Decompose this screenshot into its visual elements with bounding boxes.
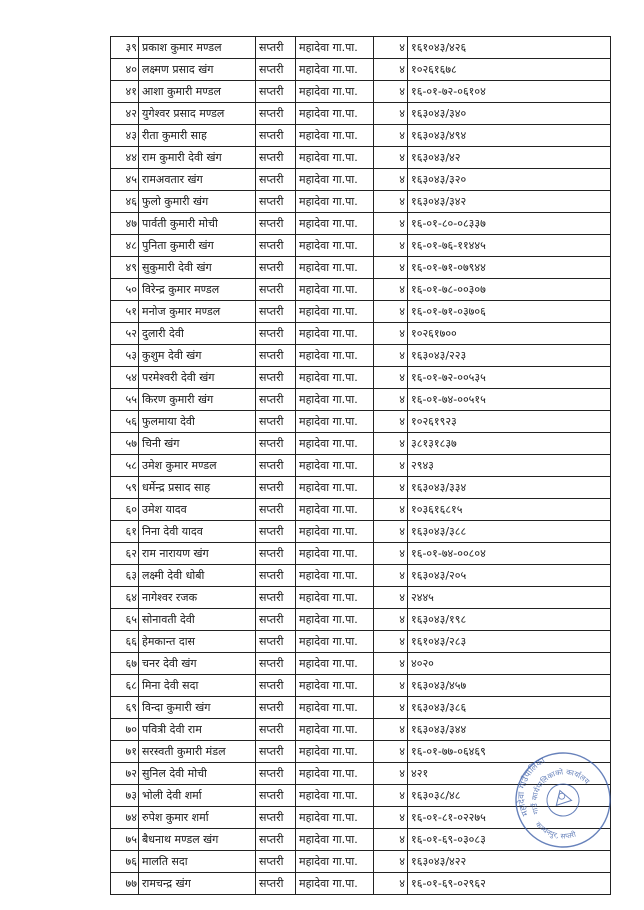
id-number-cell: १६३०४३/२२३ xyxy=(408,345,611,367)
municipality-cell: महादेवा गा.पा. xyxy=(296,807,374,829)
id-number-cell: १६३०४३/४२२ xyxy=(408,851,611,873)
ward-number-cell: ४ xyxy=(374,697,408,719)
name-cell: मालति सदा xyxy=(139,851,256,873)
name-cell: पवित्री देवी राम xyxy=(139,719,256,741)
id-number-cell: १६-०१-८१-०२२७५ xyxy=(408,807,611,829)
municipality-cell: महादेवा गा.पा. xyxy=(296,103,374,125)
ward-number-cell: ४ xyxy=(374,829,408,851)
ward-number-cell: ४ xyxy=(374,851,408,873)
id-number-cell: १६-०१-६९-०२९६२ xyxy=(408,873,611,895)
ward-number-cell: ४ xyxy=(374,763,408,785)
id-number-cell: १६३०४३/३४० xyxy=(408,103,611,125)
municipality-cell: महादेवा गा.पा. xyxy=(296,125,374,147)
ward-number-cell: ४ xyxy=(374,741,408,763)
district-cell: सप्तरी xyxy=(256,873,296,895)
table-row xyxy=(111,499,611,521)
serial-number-cell: ५४ xyxy=(111,367,139,389)
table-row xyxy=(111,653,611,675)
serial-number-cell: ६८ xyxy=(111,675,139,697)
municipality-cell: महादेवा गा.पा. xyxy=(296,873,374,895)
stamp-inner-text: गाउँ कार्यपालिकाको कार्यालय xyxy=(529,767,592,816)
name-cell: चनर देवी खंग xyxy=(139,653,256,675)
municipality-cell: महादेवा गा.पा. xyxy=(296,631,374,653)
ward-number-cell: ४ xyxy=(374,411,408,433)
name-cell: राम नारायण खंग xyxy=(139,543,256,565)
id-number-cell: १६-०१-७२-००५३५ xyxy=(408,367,611,389)
id-number-cell: १६३०४३/३८६ xyxy=(408,697,611,719)
name-cell: विरेन्द्र कुमार मण्डल xyxy=(139,279,256,301)
table-row xyxy=(111,213,611,235)
municipality-cell: महादेवा गा.पा. xyxy=(296,191,374,213)
serial-number-cell: ४३ xyxy=(111,125,139,147)
municipality-cell: महादेवा गा.पा. xyxy=(296,433,374,455)
name-cell: पुनिता कुमारी खंग xyxy=(139,235,256,257)
ward-number-cell: ४ xyxy=(374,389,408,411)
name-cell: नागेश्वर रजक xyxy=(139,587,256,609)
ward-number-cell: ४ xyxy=(374,521,408,543)
district-cell: सप्तरी xyxy=(256,59,296,81)
district-cell: सप्तरी xyxy=(256,257,296,279)
name-cell: धर्मेन्द्र प्रसाद साह xyxy=(139,477,256,499)
id-number-cell: २९४३ xyxy=(408,455,611,477)
district-cell: सप्तरी xyxy=(256,411,296,433)
serial-number-cell: ७१ xyxy=(111,741,139,763)
serial-number-cell: ६६ xyxy=(111,631,139,653)
office-seal-stamp xyxy=(508,745,618,855)
ward-number-cell: ४ xyxy=(374,807,408,829)
serial-number-cell: ५२ xyxy=(111,323,139,345)
stamp-place-text: कञ्चनपुर, सप्तरी xyxy=(533,819,577,841)
id-number-cell: १६३०४३/३२० xyxy=(408,169,611,191)
id-number-cell: १०२६१७०० xyxy=(408,323,611,345)
name-cell: रामअवतार खंग xyxy=(139,169,256,191)
district-cell: सप्तरी xyxy=(256,367,296,389)
id-number-cell: १६३०४३/३४४ xyxy=(408,719,611,741)
district-cell: सप्तरी xyxy=(256,37,296,59)
name-cell: भोली देवी शर्मा xyxy=(139,785,256,807)
id-number-cell: १६३०४३/४५७ xyxy=(408,675,611,697)
municipality-cell: महादेवा गा.पा. xyxy=(296,323,374,345)
ward-number-cell: ४ xyxy=(374,279,408,301)
name-cell: सुकुमारी देवी खंग xyxy=(139,257,256,279)
id-number-cell: १६-०१-७४-००८०४ xyxy=(408,543,611,565)
ward-number-cell: ४ xyxy=(374,367,408,389)
table-row xyxy=(111,609,611,631)
id-number-cell: ४२१ xyxy=(408,763,611,785)
municipality-cell: महादेवा गा.पा. xyxy=(296,213,374,235)
serial-number-cell: ५० xyxy=(111,279,139,301)
municipality-cell: महादेवा गा.पा. xyxy=(296,147,374,169)
name-cell: फुलमाया देवी xyxy=(139,411,256,433)
municipality-cell: महादेवा गा.पा. xyxy=(296,59,374,81)
stamp-outer-text: महादेवा गाउँपालिका xyxy=(516,756,548,818)
municipality-cell: महादेवा गा.पा. xyxy=(296,829,374,851)
district-cell: सप्तरी xyxy=(256,169,296,191)
name-cell: सुनिल देवी मोची xyxy=(139,763,256,785)
name-cell: हेमकान्त दास xyxy=(139,631,256,653)
district-cell: सप्तरी xyxy=(256,389,296,411)
municipality-cell: महादेवा गा.पा. xyxy=(296,675,374,697)
table-row xyxy=(111,477,611,499)
table-row xyxy=(111,697,611,719)
district-cell: सप्तरी xyxy=(256,609,296,631)
table-row xyxy=(111,389,611,411)
id-number-cell: १६१०४३/४२६ xyxy=(408,37,611,59)
ward-number-cell: ४ xyxy=(374,301,408,323)
id-number-cell: १०२६१६७८ xyxy=(408,59,611,81)
district-cell: सप्तरी xyxy=(256,213,296,235)
ward-number-cell: ४ xyxy=(374,675,408,697)
district-cell: सप्तरी xyxy=(256,455,296,477)
municipality-cell: महादेवा गा.पा. xyxy=(296,543,374,565)
district-cell: सप्तरी xyxy=(256,697,296,719)
district-cell: सप्तरी xyxy=(256,103,296,125)
table-row xyxy=(111,235,611,257)
ward-number-cell: ४ xyxy=(374,213,408,235)
id-number-cell: १६-०१-८०-०८३३७ xyxy=(408,213,611,235)
serial-number-cell: ५८ xyxy=(111,455,139,477)
district-cell: सप्तरी xyxy=(256,235,296,257)
district-cell: सप्तरी xyxy=(256,763,296,785)
id-number-cell: १०३६१६८१५ xyxy=(408,499,611,521)
table-row xyxy=(111,543,611,565)
table-row xyxy=(111,191,611,213)
district-cell: सप्तरी xyxy=(256,785,296,807)
district-cell: सप्तरी xyxy=(256,543,296,565)
serial-number-cell: ३९ xyxy=(111,37,139,59)
municipality-cell: महादेवा गा.पा. xyxy=(296,279,374,301)
name-cell: चिनी खंग xyxy=(139,433,256,455)
district-cell: सप्तरी xyxy=(256,653,296,675)
name-cell: सोनावती देवी xyxy=(139,609,256,631)
municipality-cell: महादेवा गा.पा. xyxy=(296,37,374,59)
district-cell: सप्तरी xyxy=(256,521,296,543)
municipality-cell: महादेवा गा.पा. xyxy=(296,763,374,785)
ward-number-cell: ४ xyxy=(374,543,408,565)
id-number-cell: १६३०४३/२०५ xyxy=(408,565,611,587)
ward-number-cell: ४ xyxy=(374,785,408,807)
table-row xyxy=(111,301,611,323)
ward-number-cell: ४ xyxy=(374,257,408,279)
serial-number-cell: ७७ xyxy=(111,873,139,895)
table-row xyxy=(111,81,611,103)
table-row xyxy=(111,147,611,169)
district-cell: सप्तरी xyxy=(256,323,296,345)
table-row xyxy=(111,169,611,191)
district-cell: सप्तरी xyxy=(256,125,296,147)
name-cell: उमेश यादव xyxy=(139,499,256,521)
district-cell: सप्तरी xyxy=(256,829,296,851)
serial-number-cell: ६१ xyxy=(111,521,139,543)
serial-number-cell: ४९ xyxy=(111,257,139,279)
district-cell: सप्तरी xyxy=(256,499,296,521)
name-cell: लक्ष्मण प्रसाद खंग xyxy=(139,59,256,81)
id-number-cell: १६३०४३/४९४ xyxy=(408,125,611,147)
district-cell: सप्तरी xyxy=(256,741,296,763)
municipality-cell: महादेवा गा.पा. xyxy=(296,521,374,543)
id-number-cell: ४०२० xyxy=(408,653,611,675)
serial-number-cell: ६५ xyxy=(111,609,139,631)
id-number-cell: १६३०३८/४८ xyxy=(408,785,611,807)
ward-number-cell: ४ xyxy=(374,455,408,477)
table-row xyxy=(111,257,611,279)
id-number-cell: १६-०१-७४-००५१५ xyxy=(408,389,611,411)
municipality-cell: महादेवा गा.पा. xyxy=(296,169,374,191)
serial-number-cell: ७३ xyxy=(111,785,139,807)
serial-number-cell: ६४ xyxy=(111,587,139,609)
id-number-cell: १०२६१९२३ xyxy=(408,411,611,433)
table-row xyxy=(111,125,611,147)
municipality-cell: महादेवा गा.पा. xyxy=(296,565,374,587)
id-number-cell: १६३०४३/१९८ xyxy=(408,609,611,631)
serial-number-cell: ६० xyxy=(111,499,139,521)
municipality-cell: महादेवा गा.पा. xyxy=(296,235,374,257)
municipality-cell: महादेवा गा.पा. xyxy=(296,477,374,499)
table-row xyxy=(111,37,611,59)
name-cell: परमेश्वरी देवी खंग xyxy=(139,367,256,389)
ward-number-cell: ४ xyxy=(374,191,408,213)
table-row xyxy=(111,631,611,653)
district-cell: सप्तरी xyxy=(256,631,296,653)
name-cell: मिना देवी सदा xyxy=(139,675,256,697)
ward-number-cell: ४ xyxy=(374,631,408,653)
district-cell: सप्तरी xyxy=(256,675,296,697)
id-number-cell: १६३०४३/३४२ xyxy=(408,191,611,213)
serial-number-cell: ७२ xyxy=(111,763,139,785)
id-number-cell: १६-०१-७२-०६१०४ xyxy=(408,81,611,103)
table-row xyxy=(111,873,611,895)
id-number-cell: १६-०१-७८-००३०७ xyxy=(408,279,611,301)
municipality-cell: महादेवा गा.पा. xyxy=(296,455,374,477)
id-number-cell: १६३०४३/३८८ xyxy=(408,521,611,543)
ward-number-cell: ४ xyxy=(374,81,408,103)
table-row xyxy=(111,675,611,697)
id-number-cell: १६१०४३/२८३ xyxy=(408,631,611,653)
name-cell: रीता कुमारी साह xyxy=(139,125,256,147)
district-cell: सप्तरी xyxy=(256,345,296,367)
serial-number-cell: ४२ xyxy=(111,103,139,125)
municipality-cell: महादेवा गा.पा. xyxy=(296,257,374,279)
name-cell: राम कुमारी देवी खंग xyxy=(139,147,256,169)
ward-number-cell: ४ xyxy=(374,565,408,587)
name-cell: बैधनाथ मण्डल खंग xyxy=(139,829,256,851)
serial-number-cell: ५१ xyxy=(111,301,139,323)
name-cell: कुशुम देवी खंग xyxy=(139,345,256,367)
name-cell: युगेश्वर प्रसाद मण्डल xyxy=(139,103,256,125)
name-cell: पार्वती कुमारी मोची xyxy=(139,213,256,235)
serial-number-cell: ४५ xyxy=(111,169,139,191)
serial-number-cell: ६३ xyxy=(111,565,139,587)
serial-number-cell: ७५ xyxy=(111,829,139,851)
serial-number-cell: ६९ xyxy=(111,697,139,719)
municipality-cell: महादेवा गा.पा. xyxy=(296,719,374,741)
table-row xyxy=(111,323,611,345)
id-number-cell: १६-०१-६९-०३०८३ xyxy=(408,829,611,851)
name-cell: मनोज कुमार मण्डल xyxy=(139,301,256,323)
table-row xyxy=(111,587,611,609)
ward-number-cell: ४ xyxy=(374,59,408,81)
id-number-cell: २४४५ xyxy=(408,587,611,609)
district-cell: सप्तरी xyxy=(256,719,296,741)
serial-number-cell: ५९ xyxy=(111,477,139,499)
district-cell: सप्तरी xyxy=(256,565,296,587)
table-row xyxy=(111,521,611,543)
id-number-cell: १६-०१-७६-११४४५ xyxy=(408,235,611,257)
municipality-cell: महादेवा गा.पा. xyxy=(296,411,374,433)
table-row xyxy=(111,367,611,389)
serial-number-cell: ४८ xyxy=(111,235,139,257)
district-cell: सप्तरी xyxy=(256,587,296,609)
id-number-cell: १६-०१-७७-०६४६९ xyxy=(408,741,611,763)
serial-number-cell: ६२ xyxy=(111,543,139,565)
id-number-cell: ३८१३१८३७ xyxy=(408,433,611,455)
district-cell: सप्तरी xyxy=(256,81,296,103)
ward-number-cell: ४ xyxy=(374,37,408,59)
municipality-cell: महादेवा गा.पा. xyxy=(296,367,374,389)
municipality-cell: महादेवा गा.पा. xyxy=(296,389,374,411)
ward-number-cell: ४ xyxy=(374,653,408,675)
table-row xyxy=(111,719,611,741)
serial-number-cell: ४० xyxy=(111,59,139,81)
ward-number-cell: ४ xyxy=(374,147,408,169)
name-cell: निना देवी यादव xyxy=(139,521,256,543)
serial-number-cell: ५६ xyxy=(111,411,139,433)
municipality-cell: महादेवा गा.पा. xyxy=(296,345,374,367)
name-cell: फुलो कुमारी खंग xyxy=(139,191,256,213)
name-cell: प्रकाश कुमार मण्डल xyxy=(139,37,256,59)
ward-number-cell: ४ xyxy=(374,169,408,191)
table-row xyxy=(111,103,611,125)
id-number-cell: १६-०१-७१-०३७०६ xyxy=(408,301,611,323)
serial-number-cell: ५५ xyxy=(111,389,139,411)
municipality-cell: महादेवा गा.पा. xyxy=(296,609,374,631)
ward-number-cell: ४ xyxy=(374,103,408,125)
name-cell: विन्दा कुमारी खंग xyxy=(139,697,256,719)
serial-number-cell: ४१ xyxy=(111,81,139,103)
name-cell: आशा कुमारी मण्डल xyxy=(139,81,256,103)
municipality-cell: महादेवा गा.पा. xyxy=(296,851,374,873)
serial-number-cell: ७६ xyxy=(111,851,139,873)
district-cell: सप्तरी xyxy=(256,477,296,499)
municipality-cell: महादेवा गा.पा. xyxy=(296,301,374,323)
table-row xyxy=(111,433,611,455)
municipality-cell: महादेवा गा.पा. xyxy=(296,653,374,675)
name-cell: रुपेश कुमार शर्मा xyxy=(139,807,256,829)
name-cell: किरण कुमारी खंग xyxy=(139,389,256,411)
ward-number-cell: ४ xyxy=(374,125,408,147)
table-row xyxy=(111,411,611,433)
serial-number-cell: ६७ xyxy=(111,653,139,675)
serial-number-cell: ४६ xyxy=(111,191,139,213)
ward-number-cell: ४ xyxy=(374,499,408,521)
ward-number-cell: ४ xyxy=(374,873,408,895)
name-cell: रामचन्द्र खंग xyxy=(139,873,256,895)
serial-number-cell: ४७ xyxy=(111,213,139,235)
municipality-cell: महादेवा गा.पा. xyxy=(296,499,374,521)
ward-number-cell: ४ xyxy=(374,609,408,631)
id-number-cell: १६-०१-७१-०७९४४ xyxy=(408,257,611,279)
table-row xyxy=(111,565,611,587)
name-cell: लक्ष्मी देवी धोबी xyxy=(139,565,256,587)
ward-number-cell: ४ xyxy=(374,587,408,609)
district-cell: सप्तरी xyxy=(256,301,296,323)
ward-number-cell: ४ xyxy=(374,477,408,499)
municipality-cell: महादेवा गा.पा. xyxy=(296,785,374,807)
table-row xyxy=(111,59,611,81)
ward-number-cell: ४ xyxy=(374,719,408,741)
district-cell: सप्तरी xyxy=(256,191,296,213)
id-number-cell: १६३०४३/३३४ xyxy=(408,477,611,499)
table-row xyxy=(111,455,611,477)
serial-number-cell: ७४ xyxy=(111,807,139,829)
serial-number-cell: ५७ xyxy=(111,433,139,455)
serial-number-cell: ५३ xyxy=(111,345,139,367)
district-cell: सप्तरी xyxy=(256,147,296,169)
district-cell: सप्तरी xyxy=(256,279,296,301)
name-cell: उमेश कुमार मण्डल xyxy=(139,455,256,477)
ward-number-cell: ४ xyxy=(374,433,408,455)
district-cell: सप्तरी xyxy=(256,851,296,873)
municipality-cell: महादेवा गा.पा. xyxy=(296,697,374,719)
district-cell: सप्तरी xyxy=(256,433,296,455)
serial-number-cell: ४४ xyxy=(111,147,139,169)
table-row xyxy=(111,279,611,301)
id-number-cell: १६३०४३/४२ xyxy=(408,147,611,169)
ward-number-cell: ४ xyxy=(374,345,408,367)
ward-number-cell: ४ xyxy=(374,323,408,345)
ward-number-cell: ४ xyxy=(374,235,408,257)
name-cell: सरस्वती कुमारी मंडल xyxy=(139,741,256,763)
name-cell: दुलारी देवी xyxy=(139,323,256,345)
municipality-cell: महादेवा गा.पा. xyxy=(296,81,374,103)
serial-number-cell: ७० xyxy=(111,719,139,741)
table-row xyxy=(111,345,611,367)
district-cell: सप्तरी xyxy=(256,807,296,829)
municipality-cell: महादेवा गा.पा. xyxy=(296,741,374,763)
municipality-cell: महादेवा गा.पा. xyxy=(296,587,374,609)
